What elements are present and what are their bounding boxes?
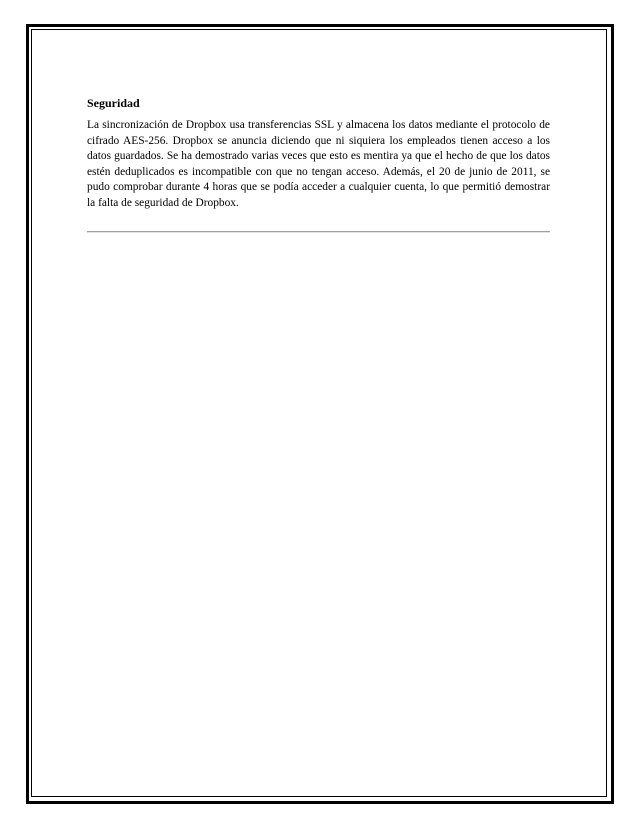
- document-body: [87, 96, 550, 212]
- horizontal-separator: [87, 231, 550, 233]
- section-paragraph: La sincronización de Dropbox usa transferencias SSL y almacena los datos mediante el protocolo de cifrado AES-256. Dropbox se anuncia diciendo que ni siquiera los empleados tienen acceso a los datos guardados. Se ha demostrado varias veces que esto es mentira ya que el hecho de que los datos estén deduplicados es incompatible con que no tengan acceso. Además, el 20 de junio de 2011, se pudo comprobar durante 4 horas que se podía acceder a cualquier cuenta, lo que permitió demostrar la falta de seguridad de Dropbox.: [87, 119, 550, 209]
- section-heading: Seguridad: [87, 96, 140, 110]
